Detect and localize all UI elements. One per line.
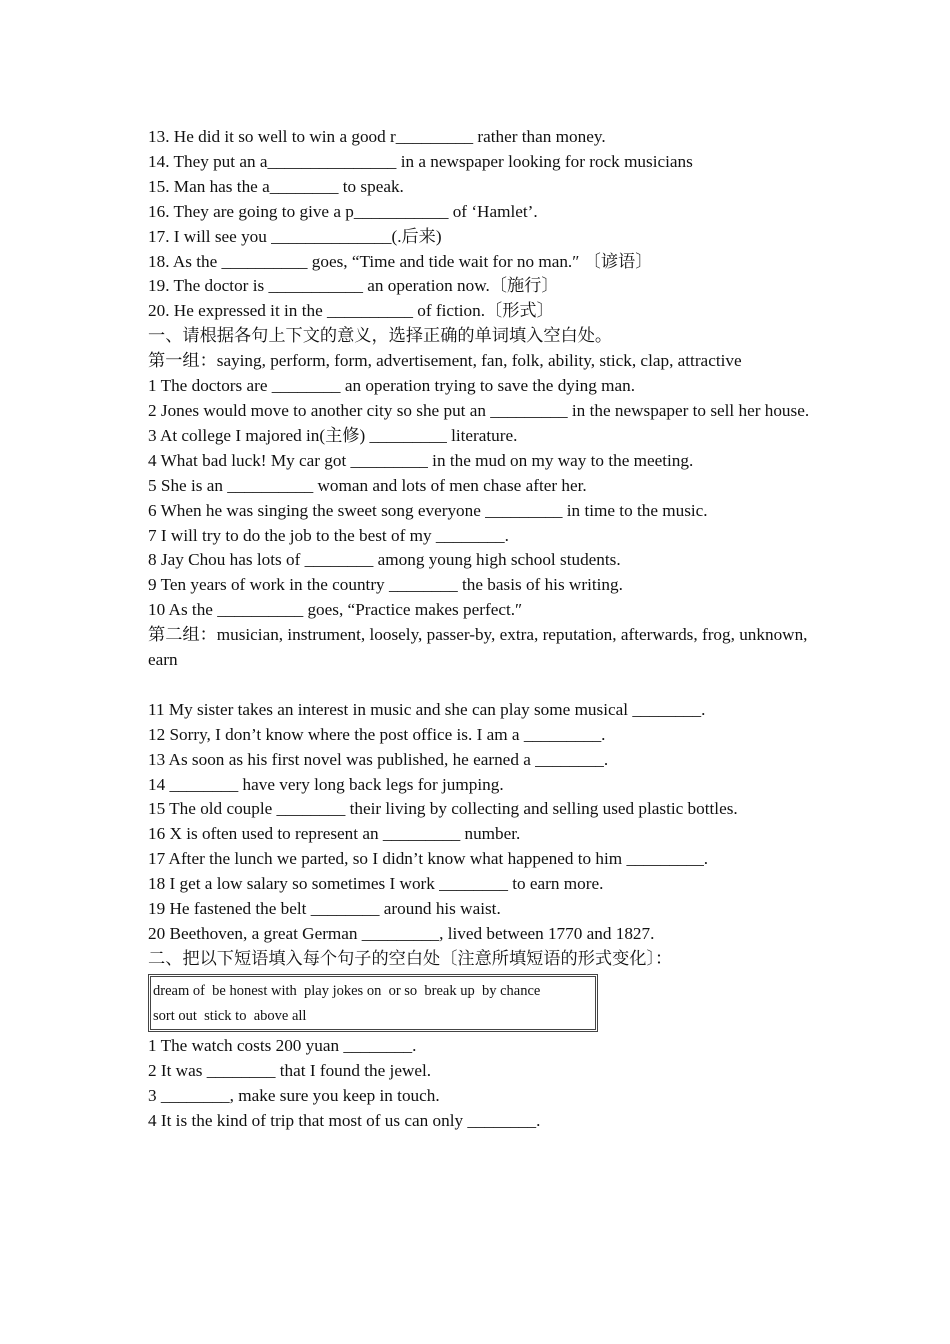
group-2-item: 18 I get a low salary so sometimes I work ________ to earn more. [148, 874, 604, 894]
group-2-item: 14 ________ have very long back legs for jumping. [148, 774, 504, 794]
group-2-item: 19 He fastened the belt ________ around his waist. [148, 899, 501, 919]
part-a-item-19: 19. The doctor is ___________ an operation now.〔施行〕 [148, 276, 559, 296]
group-2-item: 13 As soon as his first novel was published, he earned a ________. [148, 749, 609, 769]
phrase-bank-line-2: sort out stick to above all [153, 1007, 307, 1024]
part-a-item-18: 18. As the __________ goes, “Time and tide wait for no man.″ 〔谚语〕 [148, 251, 653, 271]
worksheet-page [148, 125, 828, 1133]
group-1-word-bank: 第一组：saying, perform, form, advertisement, fan, folk, ability, stick, clap, attractive [148, 351, 742, 371]
section-2-item: 2 It was ________ that I found the jewel. [148, 1060, 432, 1080]
group-2-item: 15 The old couple ________ their living by collecting and selling used plastic bottles. [148, 799, 738, 819]
group-1-list [148, 374, 828, 623]
part-a-item-17: 17. I will see you ______________(.后来) [148, 226, 442, 246]
group-1-item: 2 Jones would move to another city so she put an _________ in the newspaper to sell her house. [148, 400, 810, 420]
group-2-list [148, 698, 828, 947]
group-2-item: 20 Beethoven, a great German _________, lived between 1770 and 1827. [148, 923, 655, 943]
group-2-item: 11 My sister takes an interest in music and she can play some musical ________. [148, 699, 706, 719]
part-a-list [148, 125, 828, 324]
part-a-item-13: 13. He did it so well to win a good r_________ rather than money. [148, 127, 606, 146]
section-2-list [148, 1034, 828, 1134]
part-a-item-14: 14. They put an a_______________ in a newspaper looking for rock musicians [148, 151, 693, 171]
section-2-item: 1 The watch costs 200 yuan ________. [148, 1035, 417, 1055]
group-1-item: 7 I will try to do the job to the best of my ________. [148, 525, 509, 545]
group-2-item: 16 X is often used to represent an _________ number. [148, 824, 521, 844]
group-1-item: 6 When he was singing the sweet song everyone _________ in time to the music. [148, 500, 708, 520]
group-2-word-bank: 第二组：musician, instrument, loosely, passer-by, extra, reputation, afterwards, frog, unknown, earn [148, 625, 808, 670]
group-2-item: 17 After the lunch we parted, so I didn’t know what happened to him _________. [148, 849, 709, 869]
spacer [148, 673, 828, 698]
section-2-item: 3 ________, make sure you keep in touch. [148, 1085, 440, 1105]
group-1-item: 9 Ten years of work in the country ________ the basis of his writing. [148, 575, 623, 595]
part-a-item-15: 15. Man has the a________ to speak. [148, 176, 404, 196]
group-1-item: 4 What bad luck! My car got _________ in the mud on my way to the meeting. [148, 450, 694, 470]
phrase-bank-box [148, 974, 598, 1032]
group-1-item: 5 She is an __________ woman and lots of men chase after her. [148, 475, 587, 495]
group-1-item: 10 As the __________ goes, “Practice makes perfect.″ [148, 600, 523, 620]
part-a-item-20: 20. He expressed it in the __________ of fiction.〔形式〕 [148, 301, 554, 321]
phrase-bank-line-1: dream of be honest with play jokes on or so break up by chance [153, 982, 541, 999]
group-2-item: 12 Sorry, I don’t know where the post office is. I am a _________. [148, 724, 606, 744]
group-1-item: 8 Jay Chou has lots of ________ among young high school students. [148, 550, 621, 570]
section-2-item: 4 It is the kind of trip that most of us can only ________. [148, 1110, 541, 1130]
group-1-item: 3 At college I majored in(主修) _________ literature. [148, 425, 518, 445]
section-2-heading: 二、把以下短语填入每个句子的空白处〔注意所填短语的形式变化〕： [148, 948, 673, 968]
group-1-item: 1 The doctors are ________ an operation trying to save the dying man. [148, 376, 636, 396]
part-a-item-16: 16. They are going to give a p___________ of ‘Hamlet’. [148, 201, 538, 221]
section-1-heading: 一、请根据各句上下文的意义，选择正确的单词填入空白处。 [148, 326, 613, 346]
